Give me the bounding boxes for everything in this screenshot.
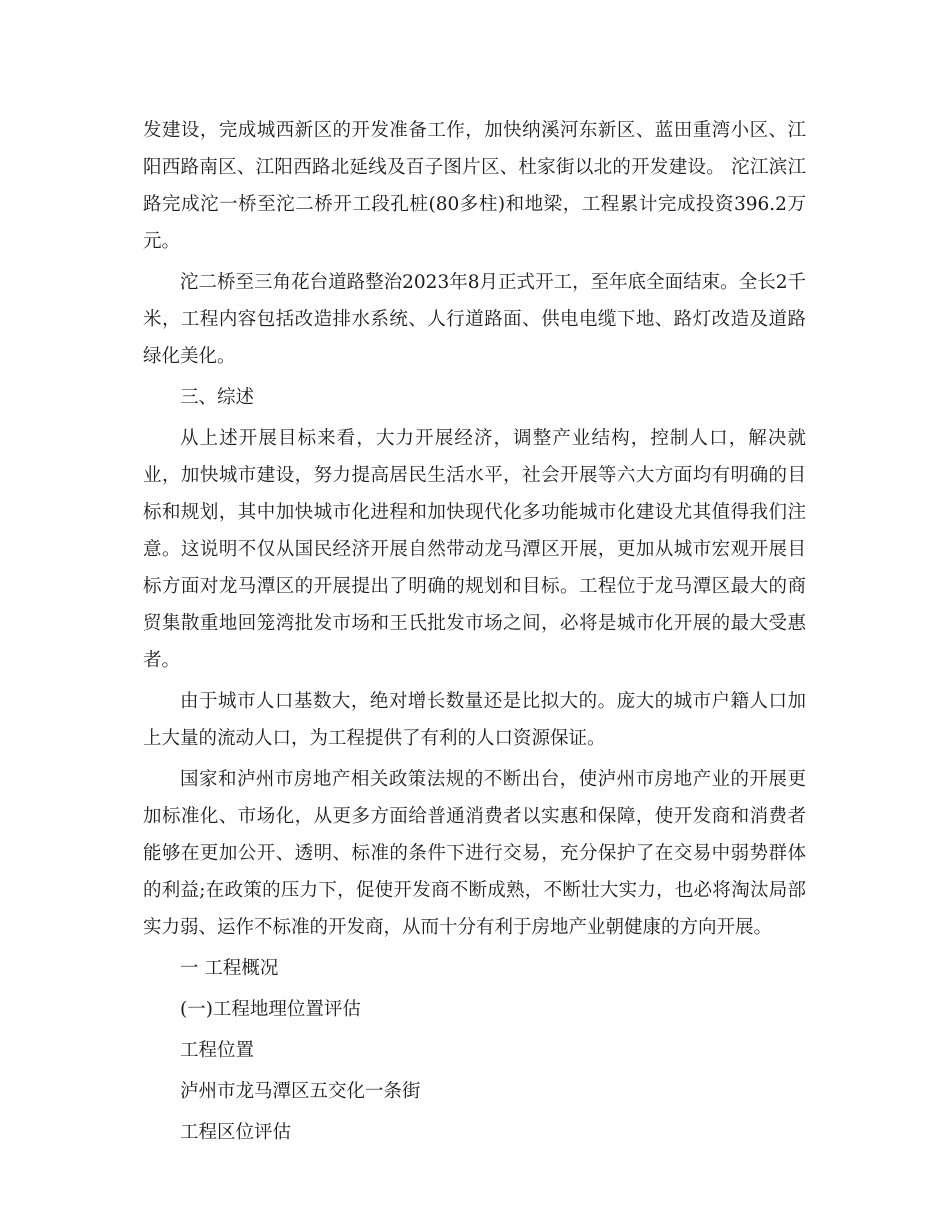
label-project-location: 工程位置 (180, 1040, 255, 1061)
document-page (143, 112, 806, 1155)
label-area-assessment: 工程区位评估 (180, 1122, 292, 1143)
paragraph-policy: 国家和泸州市房地产相关政策法规的不断出台，使泸州市房地产业的开展更加标准化、市场化，从更多方面给普通消费者以实惠和保障，使开发商和消费者能够在更加公开、透明、标准的条件下进行交易，充分保护了在交易中弱势群体的利益;在政策的压力下，促使开发商不断成熟，不断壮大实力，也必将淘汰局部实力弱、运作不标准的开发商，从而十分有利于房地产业朝健康的方向开展。 (143, 769, 806, 938)
section-heading-project-overview: 一 工程概况 (180, 958, 279, 979)
paragraph-summary: 从上述开展目标来看，大力开展经济，调整产业结构，控制人口，解决就业，加快城市建设，努力提高居民生活水平，社会开展等六大方面均有明确的目标和规划，其中加快城市化进程和加快现代化多功能城市化建设尤其值得我们注意。这说明不仅从国民经济开展自然带动龙马潭区开展，更加从城市宏观开展目标方面对龙马潭区的开展提出了明确的规划和目标。工程位于龙马潭区最大的商贸集散重地回笼湾批发市场和王氏批发市场之间，必将是城市化开展的最大受惠者。 (143, 428, 806, 671)
paragraph-road-renovation: 沱二桥至三角花台道路整治2023年8月正式开工，至年底全面结束。全长2千米，工程内容包括改造排水系统、人行道路面、供电电缆下地、路灯改造及道路绿化美化。 (143, 272, 806, 367)
section-heading-summary: 三、综述 (180, 387, 255, 408)
paragraph-development-progress: 发建设，完成城西新区的开发准备工作，加快纳溪河东新区、蓝田重湾小区、江阳西路南区、江阳西路北延线及百子图片区、杜家街以北的开发建设。 沱江滨江路完成沱一桥至沱二桥开工段孔桩(80多柱)和地梁，工程累计完成投资396.2万元。 (143, 120, 806, 252)
value-project-location: 泸州市龙马潭区五交化一条街 (180, 1081, 421, 1102)
subheading-location-assessment: (一)工程地理位置评估 (180, 999, 361, 1020)
paragraph-population: 由于城市人口基数大，绝对增长数量还是比拟大的。庞大的城市户籍人口加上大量的流动人口，为工程提供了有利的人口资源保证。 (143, 691, 806, 749)
